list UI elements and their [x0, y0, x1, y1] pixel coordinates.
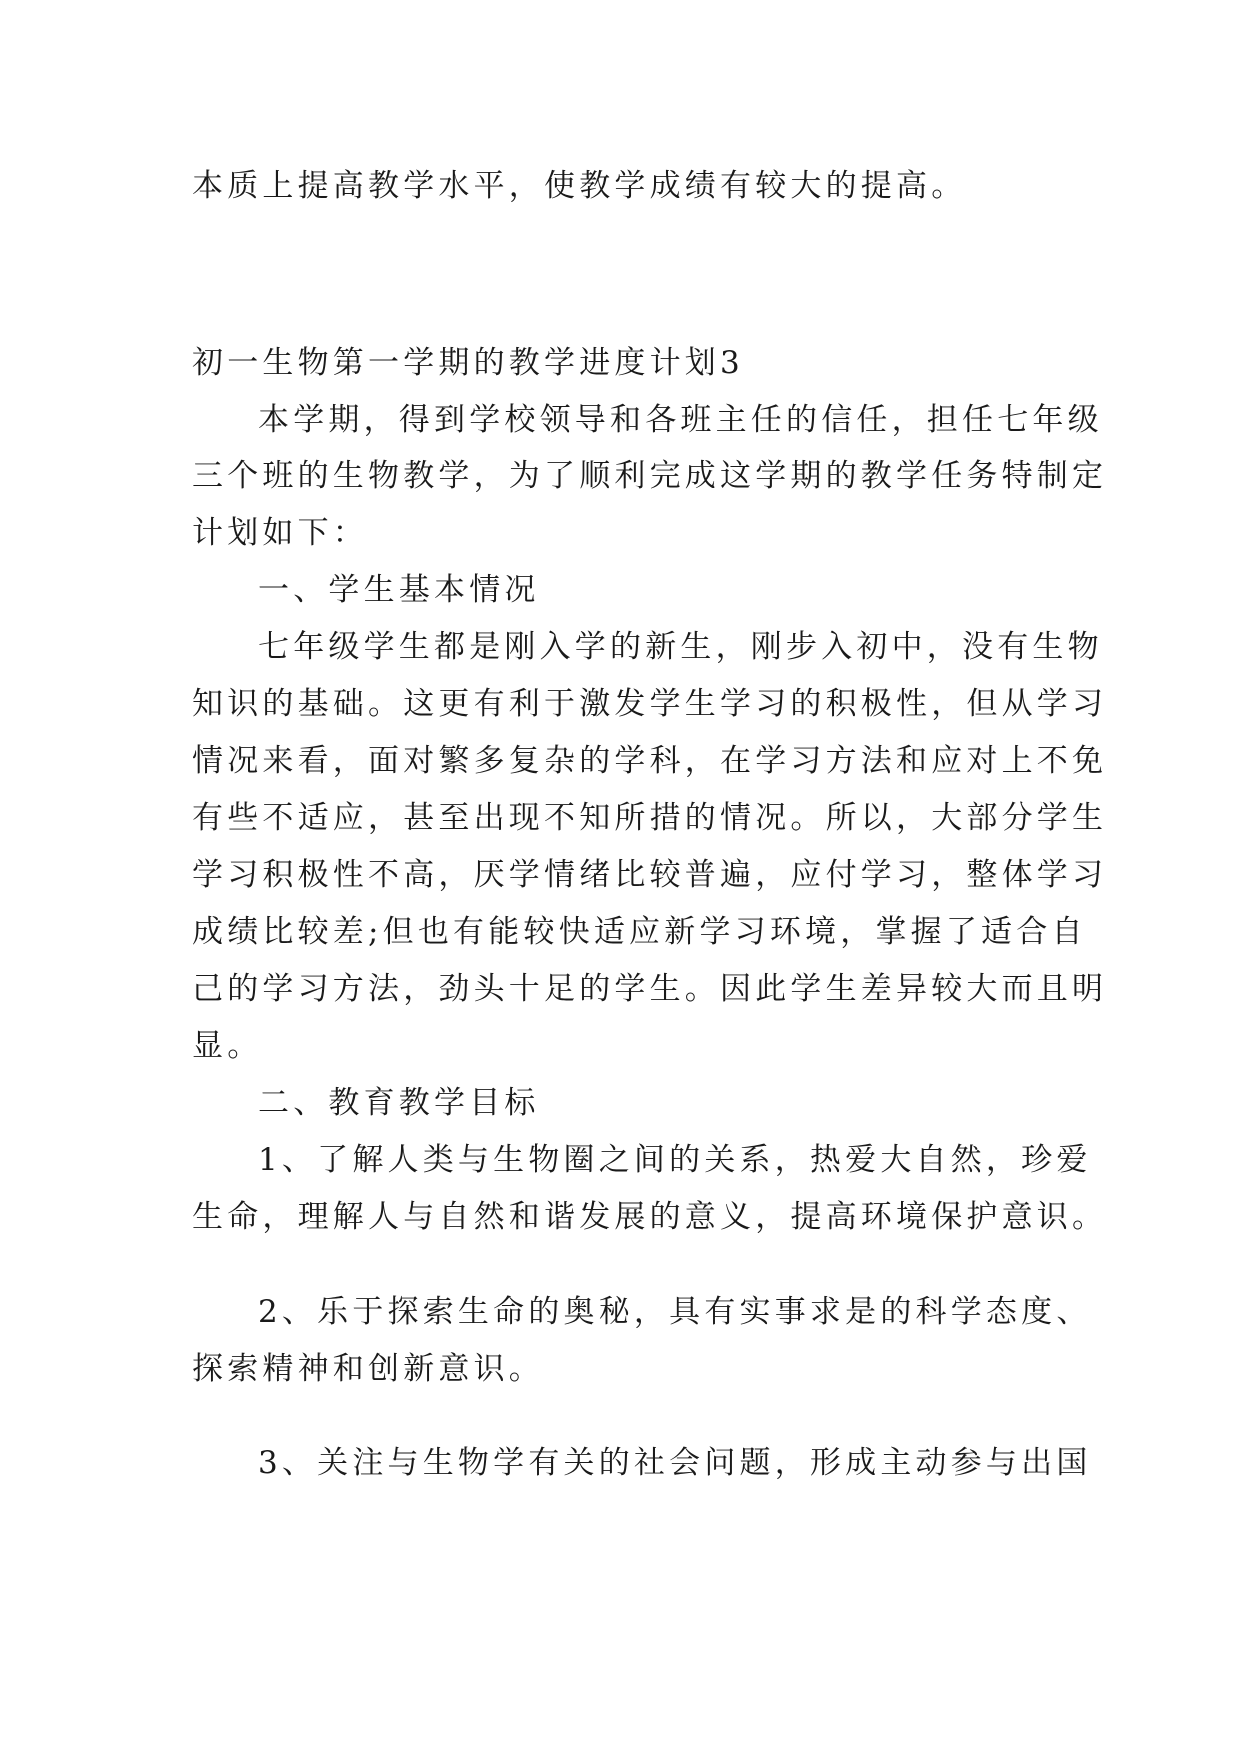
list-item-line: 1、了解人类与生物圈之间的关系，热爱大自然，珍爱 — [258, 1142, 1092, 1178]
paragraph-line: 计划如下： — [192, 515, 368, 551]
list-item-line: 2、乐于探索生命的奥秘，具有实事求是的科学态度、 — [258, 1294, 1092, 1330]
paragraph-line: 三个班的生物教学，为了顺利完成这学期的教学任务特制定 — [192, 458, 1108, 494]
paragraph-line: 本质上提高教学水平，使教学成绩有较大的提高。 — [192, 168, 967, 204]
paragraph-line: 知识的基础。这更有利于激发学生学习的积极性，但从学习 — [192, 686, 1108, 722]
section-heading: 一、学生基本情况 — [258, 572, 540, 608]
paragraph-line: 有些不适应，甚至出现不知所措的情况。所以，大部分学生 — [192, 800, 1108, 836]
section-title: 初一生物第一学期的教学进度计划3 — [192, 345, 744, 381]
paragraph-line: 学习积极性不高，厌学情绪比较普遍，应付学习，整体学习 — [192, 857, 1108, 893]
section-heading: 二、教育教学目标 — [258, 1085, 540, 1121]
list-item-line: 生命，理解人与自然和谐发展的意义，提高环境保护意识。 — [192, 1199, 1108, 1235]
list-item-line: 探索精神和创新意识。 — [192, 1351, 544, 1387]
paragraph-line: 成绩比较差;但也有能较快适应新学习环境，掌握了适合自 — [192, 914, 1087, 950]
paragraph-line: 情况来看，面对繁多复杂的学科，在学习方法和应对上不免 — [192, 743, 1108, 779]
paragraph-line: 显。 — [192, 1028, 263, 1064]
paragraph-line: 七年级学生都是刚入学的新生，刚步入初中，没有生物 — [258, 629, 1103, 665]
list-item-line: 3、关注与生物学有关的社会问题，形成主动参与出国 — [258, 1445, 1092, 1481]
paragraph-line: 本学期，得到学校领导和各班主任的信任，担任七年级 — [258, 402, 1103, 438]
paragraph-line: 己的学习方法，劲头十足的学生。因此学生差异较大而且明 — [192, 971, 1108, 1007]
